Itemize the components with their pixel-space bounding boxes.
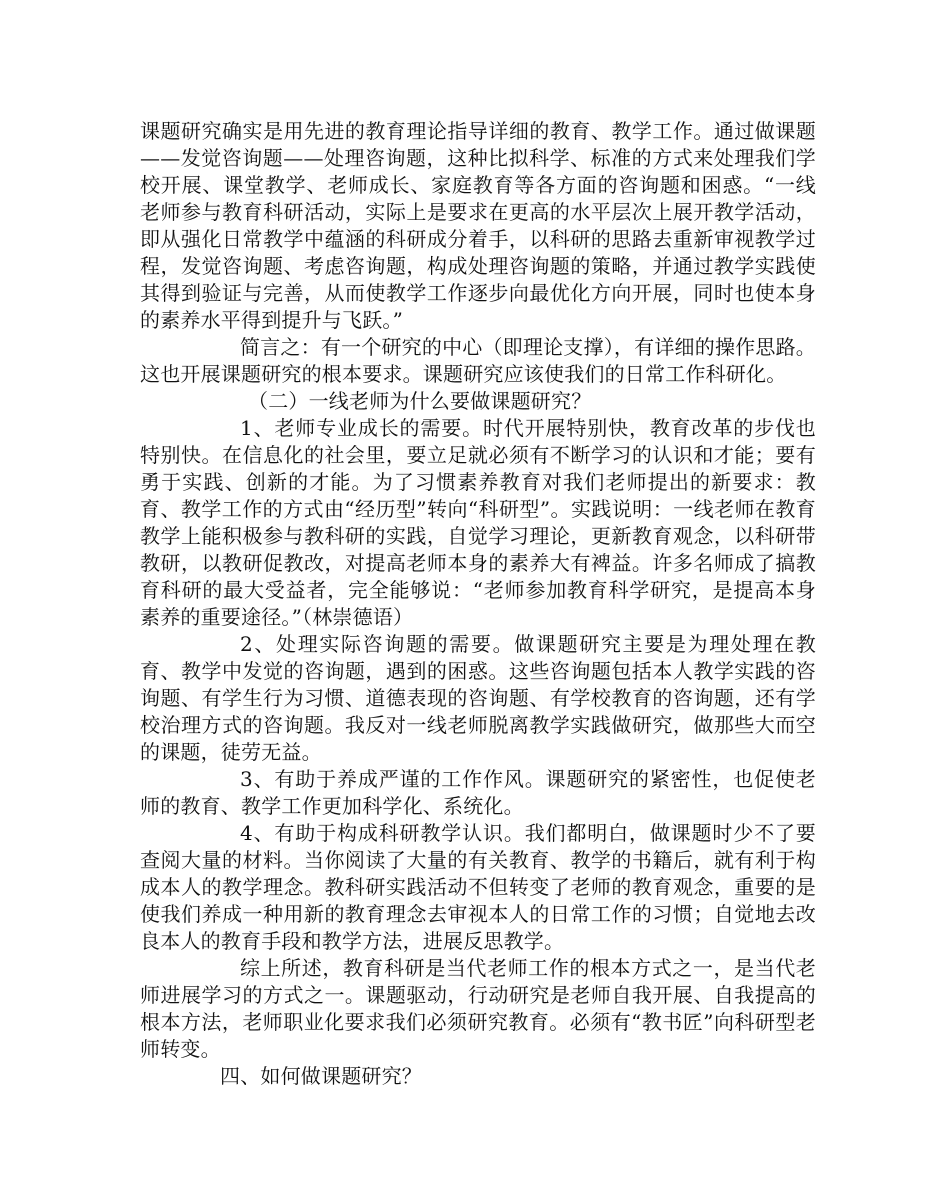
document-body [140, 118, 816, 1090]
section-heading-why-research: （二）一线老师为什么要做课题研究？ [248, 389, 592, 413]
paragraph-intro: 课题研究确实是用先进的教育理论指导详细的教育、教学工作。通过做课题——发觉咨询题——处理咨询题，这种比拟科学、标准的方式来处理我们学校开展、课堂教学、老师成长、家庭教育等各方面的咨询题和困惑。“一线老师参与教育科研活动，实际上是要求在更高的水平层次上展开教学活动，即从强化日常教学中蕴涵的科研成分着手，以科研的思路去重新审视教学过程，发觉咨询题、考虑咨询题，构成处理咨询题的策略，并通过教学实践使其得到验证与完善，从而使教学工作逐步向最优化方向开展，同时也使本身的素养水平得到提升与飞跃。” [140, 119, 816, 332]
paragraph-reason-1: 1、老师专业成长的需要。时代开展特别快，教育改革的步伐也特别快。在信息化的社会里，要立足就必须有不断学习的认识和才能；要有勇于实践、创新的才能。为了习惯素养教育对我们老师提出的新要求：教育、教学工作的方式由“经历型”转向“科研型”。实践说明：一线老师在教育教学上能积极参与教科研的实践，自觉学习理论，更新教育观念，以科研带教研，以教研促教改，对提高老师本身的素养大有裨益。许多名师成了搞教育科研的最大受益者，完全能够说：“老师参加教育科学研究，是提高本身素养的重要途径。”（林崇德语） [140, 416, 816, 629]
paragraph-reason-3: 3、有助于养成严谨的工作作风。课题研究的紧密性，也促使老师的教育、教学工作更加科学化、系统化。 [140, 767, 816, 818]
paragraph-summary: 简言之：有一个研究的中心（即理论支撑），有详细的操作思路。这也开展课题研究的根本要求。课题研究应该使我们的日常工作科研化。 [140, 335, 816, 386]
section-heading-how-research: 四、如何做课题研究？ [220, 1064, 422, 1088]
paragraph-reason-4: 4、有助于构成科研教学认识。我们都明白，做课题时少不了要查阅大量的材料。当你阅读了大量的有关教育、教学的书籍后，就有利于构成本人的教学理念。教科研实践活动不但转变了老师的教育观念，重要的是使我们养成一种用新的教育理念去审视本人的日常工作的习惯；自觉地去改良本人的教育手段和教学方法，进展反思教学。 [140, 821, 816, 953]
paragraph-reason-2: 2、处理实际咨询题的需要。做课题研究主要是为理处理在教育、教学中发觉的咨询题，遇到的困惑。这些咨询题包括本人教学实践的咨询题、有学生行为习惯、道德表现的咨询题、有学校教育的咨询题，还有学校治理方式的咨询题。我反对一线老师脱离教学实践做研究，做那些大而空的课题，徒劳无益。 [140, 632, 816, 764]
paragraph-conclusion: 综上所述，教育科研是当代老师工作的根本方式之一，是当代老师进展学习的方式之一。课题驱动，行动研究是老师自我开展、自我提高的根本方法，老师职业化要求我们必须研究教育。必须有“教书匠”向科研型老师转变。 [140, 956, 816, 1061]
